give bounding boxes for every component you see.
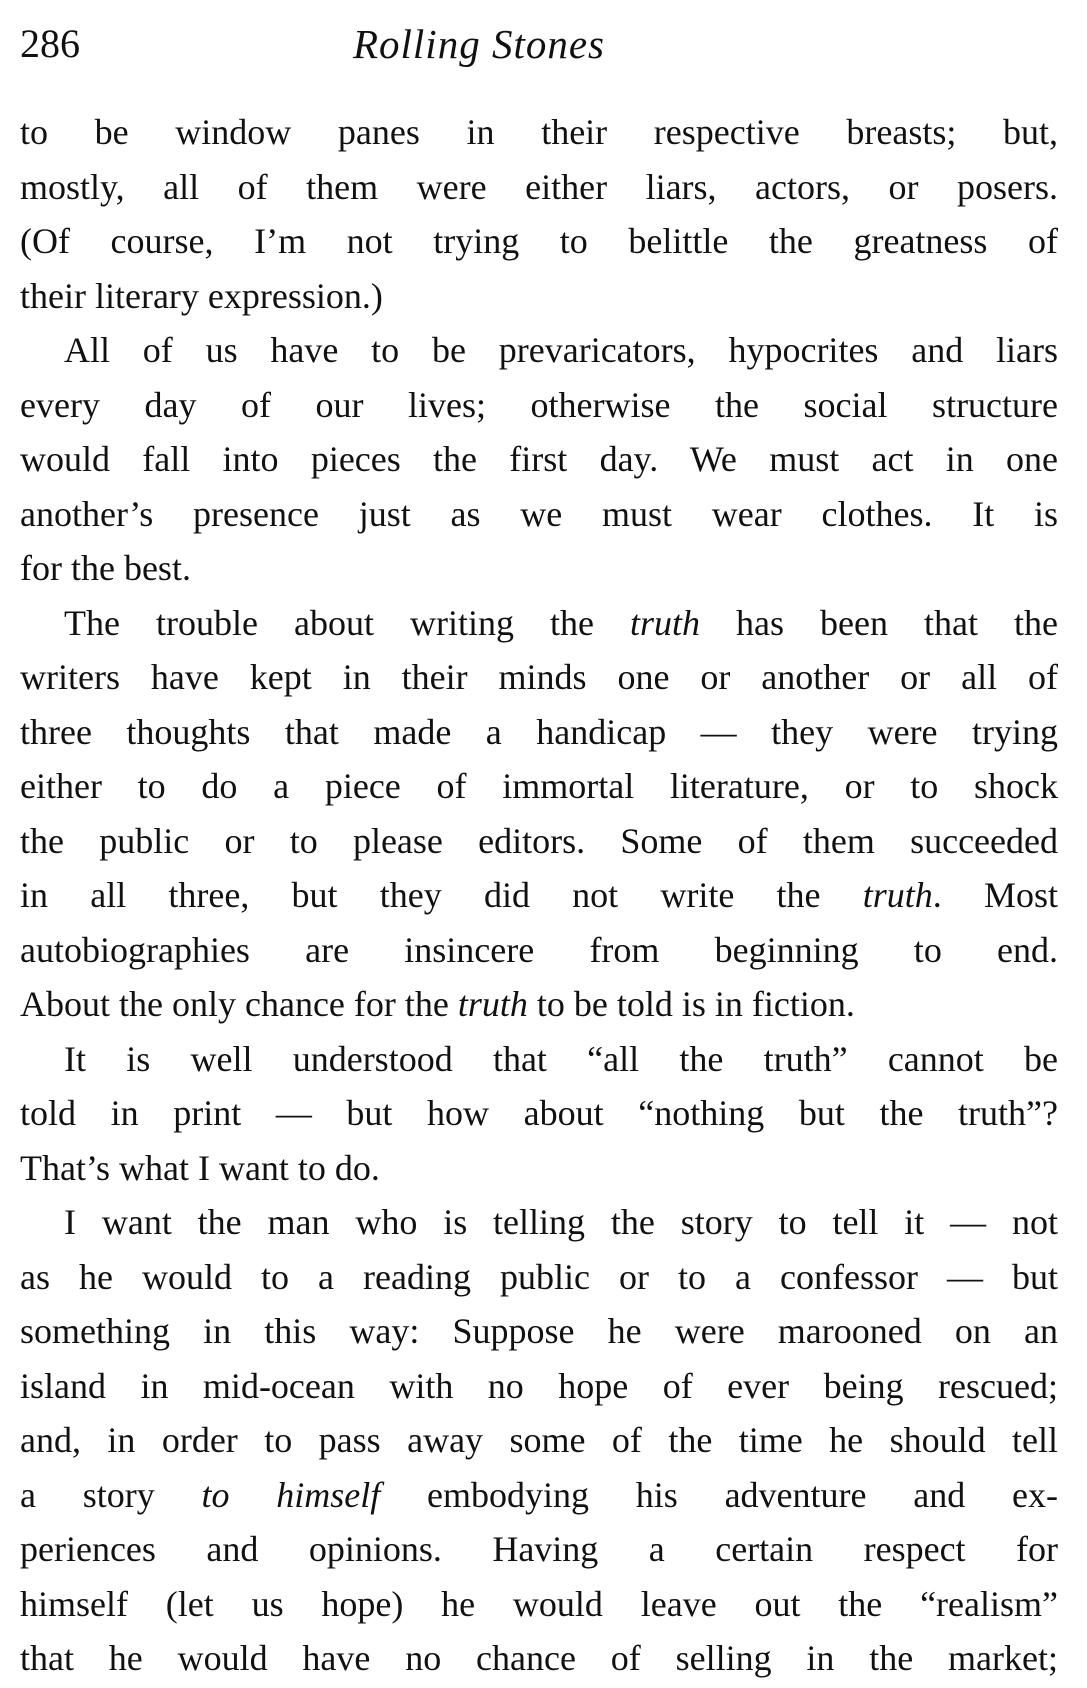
text-line: That’s what I want to do. <box>20 1147 380 1188</box>
running-head <box>20 10 1058 80</box>
text-line: himself (let us hope) he would leave out the “realism” <box>20 1583 1058 1624</box>
italic-emphasis: truth <box>629 602 700 643</box>
text-line: the public or to please editors. Some of them succeeded <box>20 820 1058 861</box>
text-line: island in mid-ocean with no hope of ever being rescued; <box>20 1365 1058 1406</box>
book-page <box>20 10 1058 1686</box>
text-line: (Of course, I’m not trying to belittle the greatness of <box>20 221 1058 261</box>
text-line: autobiographies are insincere from beginning to end. <box>20 929 1058 970</box>
text-line: to be window panes in their respective breasts; but, <box>20 112 1058 152</box>
text-line: About the only chance for the truth to be told is in fiction. <box>20 984 855 1024</box>
text-line: periences and opinions. Having a certain respect for <box>20 1529 1058 1569</box>
text-line: writers have kept in their minds one or another or all of <box>20 657 1058 697</box>
text-line: for the best. <box>20 548 191 588</box>
text-line: their literary expression.) <box>20 275 383 316</box>
text-line: three thoughts that made a handicap — they were trying <box>20 711 1058 752</box>
text-line: mostly, all of them were either liars, actors, or posers. <box>20 166 1058 207</box>
text-line: I want the man who is telling the story to tell it — not <box>64 1202 1058 1242</box>
text-line: either to do a piece of immortal literature, or to shock <box>20 766 1058 806</box>
text-line: another’s presence just as we must wear clothes. It is <box>20 493 1058 534</box>
text-line: All of us have to be prevaricators, hypocrites and liars <box>64 330 1058 370</box>
text-line: every day of our lives; otherwise the social structure <box>20 384 1058 425</box>
text-line: The trouble about writing the truth has been that the <box>64 602 1058 643</box>
text-line: in all three, but they did not write the truth. Most <box>20 875 1058 915</box>
italic-emphasis: to himself <box>201 1474 381 1515</box>
text-line: as he would to a reading public or to a confessor — but <box>20 1256 1058 1297</box>
body-text <box>20 105 1058 1686</box>
text-line: that he would have no chance of selling in the market; <box>20 1638 1058 1678</box>
text-line: It is well understood that “all the truth” cannot be <box>64 1038 1058 1079</box>
italic-emphasis: truth <box>457 984 528 1024</box>
italic-emphasis: truth <box>862 875 933 915</box>
running-title: Rolling Stones <box>352 21 605 67</box>
text-line: something in this way: Suppose he were marooned on an <box>20 1311 1058 1351</box>
text-line: a story to himself embodying his adventure and ex- <box>20 1474 1058 1515</box>
page-number: 286 <box>20 21 80 66</box>
text-line: would fall into pieces the first day. We must act in one <box>20 439 1058 479</box>
text-line: told in print — but how about “nothing but the truth”? <box>20 1093 1058 1133</box>
text-line: and, in order to pass away some of the time he should tell <box>20 1420 1058 1460</box>
